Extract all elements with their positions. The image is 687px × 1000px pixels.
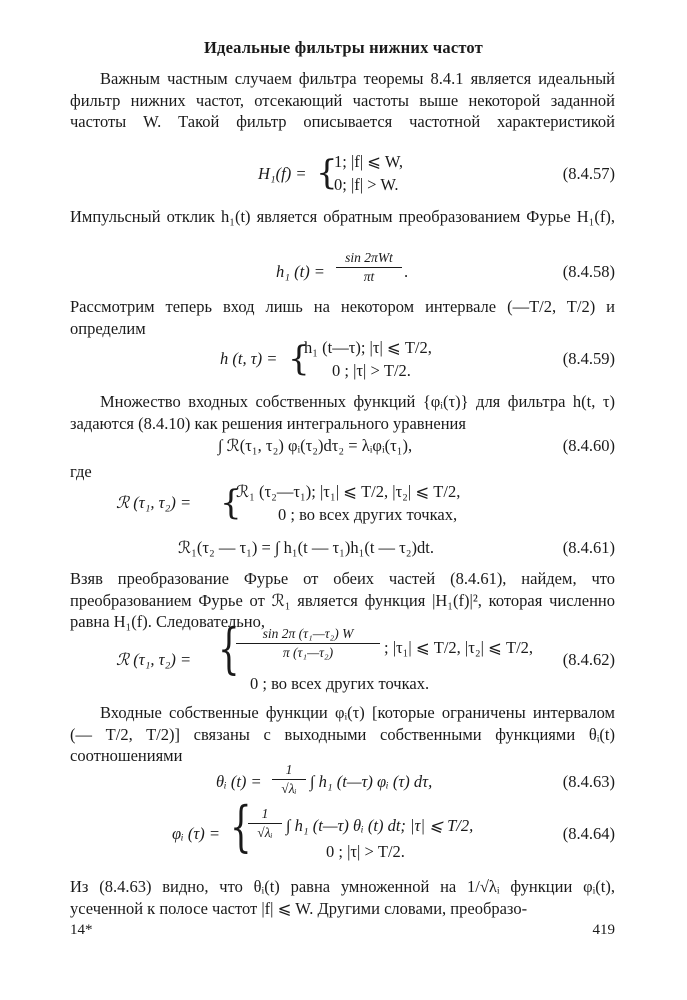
eq64-fraction xyxy=(248,806,282,841)
equation-8-4-59 xyxy=(70,338,615,386)
eq62-numerator: sin 2π (τ₁—τ₂) W xyxy=(262,626,354,641)
eq57-row1: 1; |f| ⩽ W, xyxy=(334,152,404,171)
eq58-tail: . xyxy=(404,262,409,281)
eq64-denominator: √λᵢ xyxy=(257,825,273,840)
fraction-bar xyxy=(336,267,402,268)
equation-8-4-58 xyxy=(70,250,615,294)
eq57-number: (8.4.57) xyxy=(562,164,615,183)
paragraph-impulse: Импульсный отклик h₁(t) является обратным преобразованием Фурье H₁(f), xyxy=(70,207,615,226)
eq61-body: ℛ₁(τ₂ — τ₁) = ∫ h₁(t — τ₁)h₁(t — τ₂)dt. xyxy=(178,538,434,557)
fraction-bar xyxy=(236,643,380,644)
eq63-fraction xyxy=(272,762,306,797)
eq62-lhs: ℛ (τ₁, τ₂) = xyxy=(116,650,192,669)
eq64-row1-tail: ∫ h₁ (t—τ) θᵢ (t) dt; |τ| ⩽ T/2, xyxy=(286,816,474,835)
eq63-number: (8.4.63) xyxy=(562,772,615,791)
eq64-number: (8.4.64) xyxy=(562,824,615,843)
eq62-row1-tail: ; |τ₁| ⩽ T/2, |τ₂| ⩽ T/2, xyxy=(384,638,534,657)
fraction-bar xyxy=(248,823,282,824)
eq59-row1: h₁ (t—τ); |τ| ⩽ T/2, xyxy=(304,338,432,357)
eq58-fraction xyxy=(336,250,402,285)
section-heading: Идеальные фильтры нижних частот xyxy=(204,38,483,57)
eq62-denominator: π (τ₁—τ₂) xyxy=(282,645,334,660)
equation-8-4-62 xyxy=(70,617,615,696)
eq63-lhs: θᵢ (t) = xyxy=(216,772,262,791)
eq59-brace: { xyxy=(288,339,310,379)
eq62-row2: 0 ; во всех других точках. xyxy=(250,674,430,693)
equation-8-4-57 xyxy=(70,152,615,200)
eq64-numerator: 1 xyxy=(261,806,269,821)
paragraph-interval: Рассмотрим теперь вход лишь на некотором интервале (—T/2, T/2) и определим xyxy=(70,297,615,338)
eq63-rhs: ∫ h₁ (t—τ) φᵢ (τ) dτ, xyxy=(310,772,433,791)
paragraph-fourier: Взяв преобразование Фурье от обеих частей (8.4.61), найдем, что преобразованием Фурье от ℛ₁ является функция |H₁(f)|², которая численно равна H₁(f). Следовательно, xyxy=(70,569,615,631)
eq63-denominator: √λᵢ xyxy=(281,781,297,796)
eqR-row1: ℛ₁ (τ₂—τ₁); |τ₁| ⩽ T/2, |τ₂| ⩽ T/2, xyxy=(236,482,461,501)
eq59-row2: 0 ; |τ| > T/2. xyxy=(332,361,411,380)
paragraph-output-functions: Входные собственные функции φᵢ(τ) [которые ограничены интервалом (— T/2, T/2)] связаны с выходными собственными функциями θᵢ(t) соотношениями xyxy=(70,703,615,765)
eqR-row2: 0 ; во всех других точках, xyxy=(278,505,458,524)
paragraph-eigenfunctions: Множество входных собственных функций {φᵢ(τ)} для фильтра h(t, τ) задаются (8.4.10) как решения интегрального уравнения xyxy=(70,392,615,433)
eq64-brace: { xyxy=(230,795,252,860)
eq60-body: ∫ ℛ(τ₁, τ₂) φᵢ(τ₂)dτ₂ = λᵢφᵢ(τ₁), xyxy=(218,436,413,455)
eq62-brace: { xyxy=(218,617,240,682)
page-number: 419 xyxy=(592,922,615,938)
equation-8-4-61 xyxy=(70,538,615,562)
eq58-denominator: πt xyxy=(363,269,375,284)
eq64-row2: 0 ; |τ| > T/2. xyxy=(326,842,405,861)
eq60-number: (8.4.60) xyxy=(562,436,615,455)
eq58-numerator: sin 2πWt xyxy=(345,250,393,265)
where-word: где xyxy=(70,462,92,481)
eq58-lhs: h₁ (t) = xyxy=(276,262,325,281)
eq63-numerator: 1 xyxy=(285,762,293,777)
eq64-lhs: φᵢ (τ) = xyxy=(172,824,221,843)
eq59-number: (8.4.59) xyxy=(562,349,615,368)
equation-8-4-60 xyxy=(70,436,615,460)
eq58-number: (8.4.58) xyxy=(562,262,615,281)
eqR-brace: { xyxy=(220,483,242,523)
eq57-lhs: H₁(f) = xyxy=(258,164,307,183)
equation-kernel-definition xyxy=(70,482,615,530)
eq62-fraction xyxy=(236,626,380,661)
paragraph-intro: Важным частным случаем фильтра теоремы 8.4.1 является идеальный фильтр нижних частот, отсекающий частоты выше некоторой заданной частоты W. Такой фильтр описывается частотной характеристикой xyxy=(70,69,615,131)
equation-8-4-63 xyxy=(70,762,615,802)
eq59-lhs: h (t, τ) = xyxy=(220,349,278,368)
paragraph-conclusion: Из (8.4.63) видно, что θᵢ(t) равна умноженной на 1/√λᵢ функции φᵢ(t), усеченной к полосе частот |f| ⩽ W. Другими словами, преобразо- xyxy=(70,877,615,918)
eq57-row2: 0; |f| > W. xyxy=(334,175,399,194)
signature-mark: 14* xyxy=(70,922,93,938)
eqR-lhs: ℛ (τ₁, τ₂) = xyxy=(116,493,192,512)
eq62-number: (8.4.62) xyxy=(562,650,615,669)
eq57-brace: { xyxy=(316,153,338,193)
fraction-bar xyxy=(272,779,306,780)
equation-8-4-64 xyxy=(70,795,615,864)
eq61-number: (8.4.61) xyxy=(562,538,615,557)
